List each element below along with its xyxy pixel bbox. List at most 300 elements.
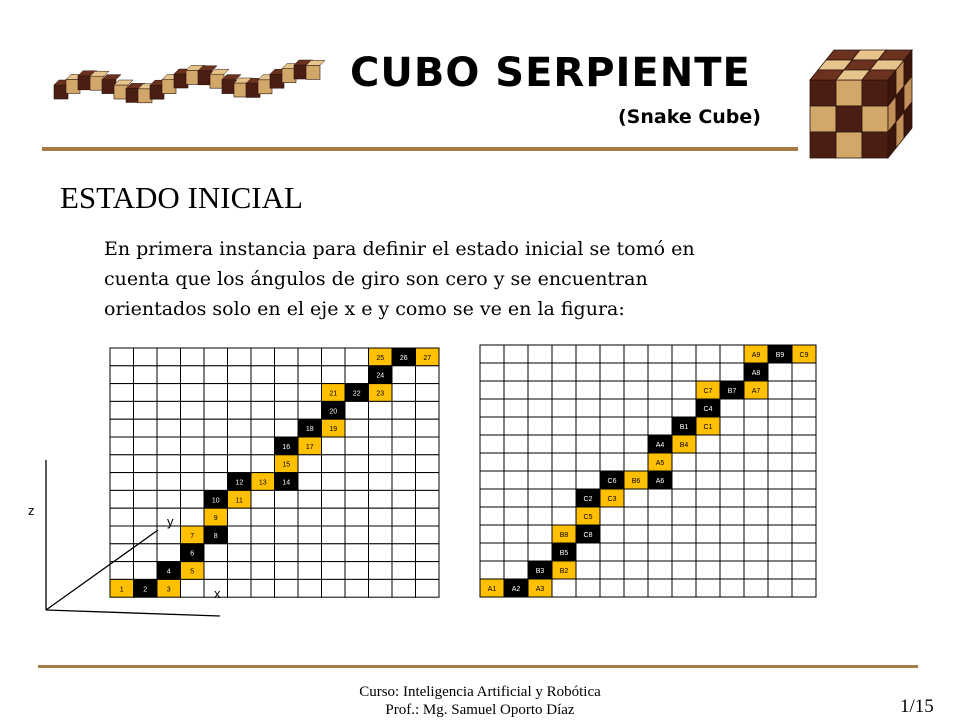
left-grid-cell	[345, 526, 369, 544]
left-grid-cell	[345, 401, 369, 419]
strip-cube	[306, 65, 320, 79]
left-grid-cell	[134, 348, 158, 366]
left-grid-cell	[345, 579, 369, 597]
right-grid-cell	[696, 543, 720, 561]
left-grid-cell	[181, 401, 205, 419]
right-grid-cell	[696, 435, 720, 453]
right-grid-cell	[528, 525, 552, 543]
left-grid-cell	[416, 526, 440, 544]
left-grid-cell	[392, 455, 416, 473]
right-grid-cell	[552, 507, 576, 525]
cube-front-tile	[810, 132, 836, 158]
left-grid-cell	[204, 437, 228, 455]
left-grid-cell	[134, 437, 158, 455]
right-grid-cell	[576, 381, 600, 399]
right-grid-cell	[624, 399, 648, 417]
right-grid-cell	[624, 453, 648, 471]
right-grid-cell	[672, 507, 696, 525]
right-grid-cell	[792, 381, 816, 399]
cube-front-tile	[836, 106, 862, 132]
right-grid-cell	[552, 579, 576, 597]
left-cell-label: 17	[305, 443, 314, 451]
right-grid-cell	[744, 399, 768, 417]
right-grid-cell	[528, 543, 552, 561]
left-grid-cell	[392, 366, 416, 384]
right-grid-cell	[720, 345, 744, 363]
left-grid-cell	[110, 401, 134, 419]
right-grid-cell	[552, 399, 576, 417]
left-grid-cell	[345, 437, 369, 455]
left-grid-cell	[416, 544, 440, 562]
left-grid-cell	[369, 508, 393, 526]
left-grid-cell	[110, 366, 134, 384]
left-grid-cell	[392, 544, 416, 562]
right-grid-cell	[696, 507, 720, 525]
right-grid-cell	[768, 399, 792, 417]
left-grid-cell	[416, 579, 440, 597]
right-grid-cell	[648, 543, 672, 561]
right-cell-label: A4	[655, 442, 665, 449]
left-grid-cell	[157, 437, 181, 455]
right-grid-cell	[768, 381, 792, 399]
left-grid-cell	[275, 508, 299, 526]
right-cell-label: B2	[559, 568, 569, 575]
right-grid-cell	[480, 381, 504, 399]
right-grid-cell	[744, 471, 768, 489]
left-grid-cell	[275, 526, 299, 544]
right-grid-cell	[480, 489, 504, 507]
right-cell-label: C7	[703, 388, 713, 395]
right-grid-cell	[792, 453, 816, 471]
right-grid-cell	[720, 453, 744, 471]
left-grid-cell	[345, 419, 369, 437]
right-grid-cell	[768, 525, 792, 543]
page-title: CUBO SERPIENTE	[350, 50, 751, 96]
left-grid-cell	[416, 384, 440, 402]
right-grid-cell	[576, 471, 600, 489]
right-grid-cell	[648, 525, 672, 543]
left-grid-cell	[298, 562, 322, 580]
right-grid-cell	[528, 399, 552, 417]
left-grid-cell	[251, 455, 275, 473]
right-cell-label: B5	[559, 550, 569, 557]
right-grid-cell	[504, 399, 528, 417]
left-grid-cell	[345, 508, 369, 526]
right-cell-label: C8	[583, 532, 593, 539]
right-grid-cell	[480, 453, 504, 471]
right-grid-cell	[600, 543, 624, 561]
right-grid-cell	[672, 579, 696, 597]
right-grid-cell	[528, 453, 552, 471]
left-grid-cell	[416, 366, 440, 384]
right-grid-cell	[696, 471, 720, 489]
left-grid-cell	[345, 455, 369, 473]
cube-front-tile	[810, 80, 836, 106]
left-cell-label: 15	[282, 461, 291, 469]
left-grid-cell	[369, 490, 393, 508]
right-grid-cell	[600, 417, 624, 435]
right-grid-cell	[504, 417, 528, 435]
left-grid-cell	[134, 473, 158, 491]
right-cell-label: B8	[559, 532, 569, 539]
left-grid-cell	[416, 401, 440, 419]
left-grid-cell	[134, 526, 158, 544]
right-grid-cell	[552, 453, 576, 471]
right-grid-cell	[696, 345, 720, 363]
left-grid-cell	[369, 562, 393, 580]
y-axis-label: y	[167, 514, 174, 529]
left-cell-label: 11	[235, 497, 243, 505]
left-grid-cell	[134, 490, 158, 508]
right-grid-cell	[624, 345, 648, 363]
left-grid-cell	[110, 562, 134, 580]
left-cell-label: 18	[305, 426, 314, 434]
right-cell-label: C9	[799, 352, 809, 359]
left-grid-cell	[298, 366, 322, 384]
right-grid-cell	[600, 435, 624, 453]
left-cell-label: 20	[329, 408, 338, 416]
left-grid-cell	[369, 526, 393, 544]
right-grid-cell	[624, 561, 648, 579]
left-grid-cell	[298, 473, 322, 491]
right-grid-cell	[792, 363, 816, 381]
right-grid-cell	[648, 399, 672, 417]
left-grid-cell	[110, 544, 134, 562]
left-grid-cell	[228, 401, 252, 419]
right-grid-cell	[792, 399, 816, 417]
right-grid-cell	[624, 525, 648, 543]
cube-front-tile	[862, 106, 888, 132]
right-grid-cell	[528, 471, 552, 489]
right-grid-cell	[768, 453, 792, 471]
left-grid-cell	[322, 562, 346, 580]
left-grid-cell	[298, 544, 322, 562]
right-grid-cell	[624, 435, 648, 453]
right-grid-cell	[768, 561, 792, 579]
footer-course: Curso: Inteligencia Artificial y Robótica	[359, 684, 601, 700]
right-grid-cell	[696, 363, 720, 381]
right-grid-cell	[792, 435, 816, 453]
left-grid-cell	[228, 508, 252, 526]
right-grid-cell	[624, 381, 648, 399]
left-grid-cell	[134, 384, 158, 402]
page-subtitle: (Snake Cube)	[618, 106, 761, 128]
body-line-1: En primera instancia para definir el estado inicial se tomó en	[104, 238, 695, 260]
right-grid-cell	[696, 525, 720, 543]
left-grid-cell	[181, 419, 205, 437]
right-grid-cell	[600, 561, 624, 579]
left-grid-cell	[322, 579, 346, 597]
left-grid-cell	[181, 384, 205, 402]
left-grid-cell	[298, 526, 322, 544]
right-grid-cell	[744, 525, 768, 543]
right-grid-cell	[624, 489, 648, 507]
left-cell-label: 13	[258, 479, 267, 487]
right-grid-cell	[576, 561, 600, 579]
right-grid-cell	[600, 525, 624, 543]
left-grid-cell	[134, 401, 158, 419]
right-grid-cell	[504, 471, 528, 489]
left-grid-cell	[228, 579, 252, 597]
left-grid-cell	[369, 473, 393, 491]
left-grid-cell	[134, 419, 158, 437]
left-grid-cell	[345, 490, 369, 508]
left-cell-label: 19	[329, 426, 338, 434]
right-grid-cell	[768, 543, 792, 561]
right-grid-cell	[528, 507, 552, 525]
right-cell-label: C1	[703, 424, 713, 431]
right-grid-cell	[672, 489, 696, 507]
x-axis-line	[46, 610, 220, 616]
right-grid-cell	[576, 453, 600, 471]
right-cell-label: C6	[607, 478, 617, 485]
left-grid-cell	[392, 508, 416, 526]
left-grid-cell	[322, 544, 346, 562]
right-grid-cell	[552, 489, 576, 507]
right-grid-cell	[528, 417, 552, 435]
right-grid-cell	[672, 543, 696, 561]
left-grid-cell	[181, 579, 205, 597]
right-grid-cell	[480, 525, 504, 543]
z-axis-label: z	[28, 503, 35, 518]
left-cell-label: 3	[166, 586, 171, 594]
right-grid-cell	[768, 579, 792, 597]
left-grid-cell	[134, 455, 158, 473]
left-grid-cell	[110, 348, 134, 366]
left-grid-cell	[275, 348, 299, 366]
right-grid-cell	[480, 543, 504, 561]
left-grid-cell	[204, 455, 228, 473]
left-cell-label: 14	[282, 479, 291, 487]
snake-cube-strip-image	[48, 55, 328, 115]
left-grid-cell	[204, 419, 228, 437]
left-grid-cell	[369, 401, 393, 419]
left-grid-cell	[110, 419, 134, 437]
right-grid-cell	[528, 345, 552, 363]
left-grid-cell	[228, 544, 252, 562]
left-cell-label: 2	[143, 586, 148, 594]
right-cell-label: C4	[703, 406, 713, 413]
left-grid-cell	[392, 384, 416, 402]
left-grid-cell	[228, 526, 252, 544]
left-grid-cell	[228, 384, 252, 402]
right-grid-cell	[744, 507, 768, 525]
left-grid-cell	[392, 419, 416, 437]
right-grid-cell	[552, 471, 576, 489]
right-grid-cell	[600, 345, 624, 363]
left-grid-cell	[298, 384, 322, 402]
right-cell-label: A7	[751, 388, 761, 395]
left-grid-cell	[275, 544, 299, 562]
right-grid-cell	[480, 363, 504, 381]
right-grid-cell	[768, 471, 792, 489]
left-grid-cell	[392, 401, 416, 419]
left-grid-cell	[110, 437, 134, 455]
left-cell-label: 24	[376, 372, 385, 380]
right-grid-cell	[744, 543, 768, 561]
left-cell-label: 12	[235, 479, 244, 487]
right-grid-cell	[624, 417, 648, 435]
right-grid-cell	[576, 345, 600, 363]
left-grid-cell	[275, 419, 299, 437]
right-grid-cell	[720, 435, 744, 453]
right-cell-label: A5	[655, 460, 665, 467]
left-grid-cell	[416, 419, 440, 437]
left-cell-label: 5	[190, 568, 195, 576]
left-grid-cell	[392, 437, 416, 455]
left-grid-cell	[392, 579, 416, 597]
left-grid-cell	[392, 526, 416, 544]
right-grid-cell	[720, 417, 744, 435]
right-cell-label: A9	[751, 352, 761, 359]
right-grid-cell	[720, 363, 744, 381]
cube-front-tile	[836, 80, 862, 106]
right-grid-cell	[792, 489, 816, 507]
left-grid-cell	[181, 490, 205, 508]
left-grid-cell	[110, 508, 134, 526]
right-grid-cell	[480, 345, 504, 363]
left-grid-cell	[251, 366, 275, 384]
cube-front-tile	[862, 132, 888, 158]
left-grid-cell	[416, 490, 440, 508]
body-line-3: orientados solo en el eje x e y como se ve en la figura:	[104, 298, 625, 320]
right-grid-cell	[744, 417, 768, 435]
right-grid-cell	[768, 435, 792, 453]
right-grid-cell	[480, 435, 504, 453]
right-grid-cell	[720, 399, 744, 417]
cube-front-tile	[836, 132, 862, 158]
left-grid-cell	[322, 490, 346, 508]
left-grid-cell	[157, 473, 181, 491]
right-grid-cell	[768, 507, 792, 525]
right-cell-label: A3	[535, 586, 545, 593]
body-paragraph	[104, 234, 834, 324]
left-grid-cell	[298, 579, 322, 597]
page-number: 1/15	[900, 696, 934, 717]
left-grid-cell	[251, 508, 275, 526]
right-grid-cell	[696, 579, 720, 597]
left-grid-cell	[228, 455, 252, 473]
left-grid-cell	[275, 384, 299, 402]
right-grid-cell	[720, 471, 744, 489]
right-grid-cell	[696, 489, 720, 507]
left-grid-cell	[251, 562, 275, 580]
left-grid-cell	[157, 419, 181, 437]
left-grid-cell	[157, 348, 181, 366]
left-grid-cell	[322, 455, 346, 473]
left-grid-cell	[157, 366, 181, 384]
bottom-divider	[38, 665, 918, 668]
right-grid-cell	[672, 525, 696, 543]
left-grid-cell	[228, 366, 252, 384]
left-grid-cell	[204, 544, 228, 562]
left-grid-cell	[322, 508, 346, 526]
left-grid-cell	[157, 401, 181, 419]
left-cell-label: 16	[282, 443, 291, 451]
right-grid-cell	[504, 381, 528, 399]
x-axis-label: x	[214, 586, 221, 601]
right-grid-cell	[792, 417, 816, 435]
left-grid-cell	[204, 384, 228, 402]
left-grid-cell	[134, 544, 158, 562]
right-grid-cell	[672, 345, 696, 363]
right-grid-cell	[504, 345, 528, 363]
right-grid-cell	[792, 525, 816, 543]
left-grid-cell	[392, 490, 416, 508]
right-grid-cell	[504, 489, 528, 507]
left-grid-cell	[322, 348, 346, 366]
right-grid-cell	[600, 453, 624, 471]
section-heading: ESTADO INICIAL	[60, 180, 303, 215]
left-grid-cell	[251, 526, 275, 544]
left-grid-cell	[181, 348, 205, 366]
right-grid-cell	[624, 507, 648, 525]
left-grid-cell	[228, 437, 252, 455]
left-grid-cell	[181, 508, 205, 526]
left-grid-cell	[251, 401, 275, 419]
right-grid-cell	[504, 435, 528, 453]
left-grid-cell	[251, 384, 275, 402]
left-grid-figure	[20, 330, 450, 630]
left-grid-cell	[416, 437, 440, 455]
left-grid-cell	[181, 366, 205, 384]
left-grid-cell	[204, 473, 228, 491]
right-grid-cell	[480, 561, 504, 579]
left-cell-label: 1	[119, 586, 124, 594]
right-grid-cell	[792, 561, 816, 579]
right-grid-cell	[744, 435, 768, 453]
right-grid-cell	[768, 417, 792, 435]
right-grid-cell	[672, 561, 696, 579]
right-grid-cell	[768, 489, 792, 507]
cube-front-tile	[862, 80, 888, 106]
left-grid-cell	[181, 473, 205, 491]
right-grid-cell	[600, 579, 624, 597]
right-grid-cell	[672, 471, 696, 489]
left-grid-cell	[416, 562, 440, 580]
left-grid-cell	[322, 526, 346, 544]
right-grid-cell	[480, 471, 504, 489]
right-grid-cell	[744, 561, 768, 579]
left-cell-label: 6	[190, 550, 195, 558]
right-grid-cell	[672, 363, 696, 381]
right-grid-cell	[624, 579, 648, 597]
left-cell-label: 23	[376, 390, 385, 398]
left-grid-cell	[228, 348, 252, 366]
left-grid-cell	[416, 508, 440, 526]
right-grid-cell	[576, 543, 600, 561]
right-grid-cell	[576, 399, 600, 417]
right-cell-label: B6	[631, 478, 641, 485]
right-grid-cell	[480, 417, 504, 435]
right-grid-cell	[480, 507, 504, 525]
right-grid-cell	[552, 345, 576, 363]
left-grid-cell	[322, 437, 346, 455]
left-grid-cell	[392, 562, 416, 580]
left-cell-label: 22	[352, 390, 361, 398]
right-grid-cell	[504, 525, 528, 543]
right-grid-cell	[672, 453, 696, 471]
right-cell-label: A8	[751, 370, 761, 377]
left-grid-cell	[275, 562, 299, 580]
right-cell-label: A1	[487, 586, 497, 593]
right-grid-cell	[552, 435, 576, 453]
right-grid-cell	[744, 453, 768, 471]
right-grid-cell	[648, 345, 672, 363]
right-grid-cell	[720, 525, 744, 543]
right-grid-cell	[744, 489, 768, 507]
left-grid-cell	[251, 544, 275, 562]
